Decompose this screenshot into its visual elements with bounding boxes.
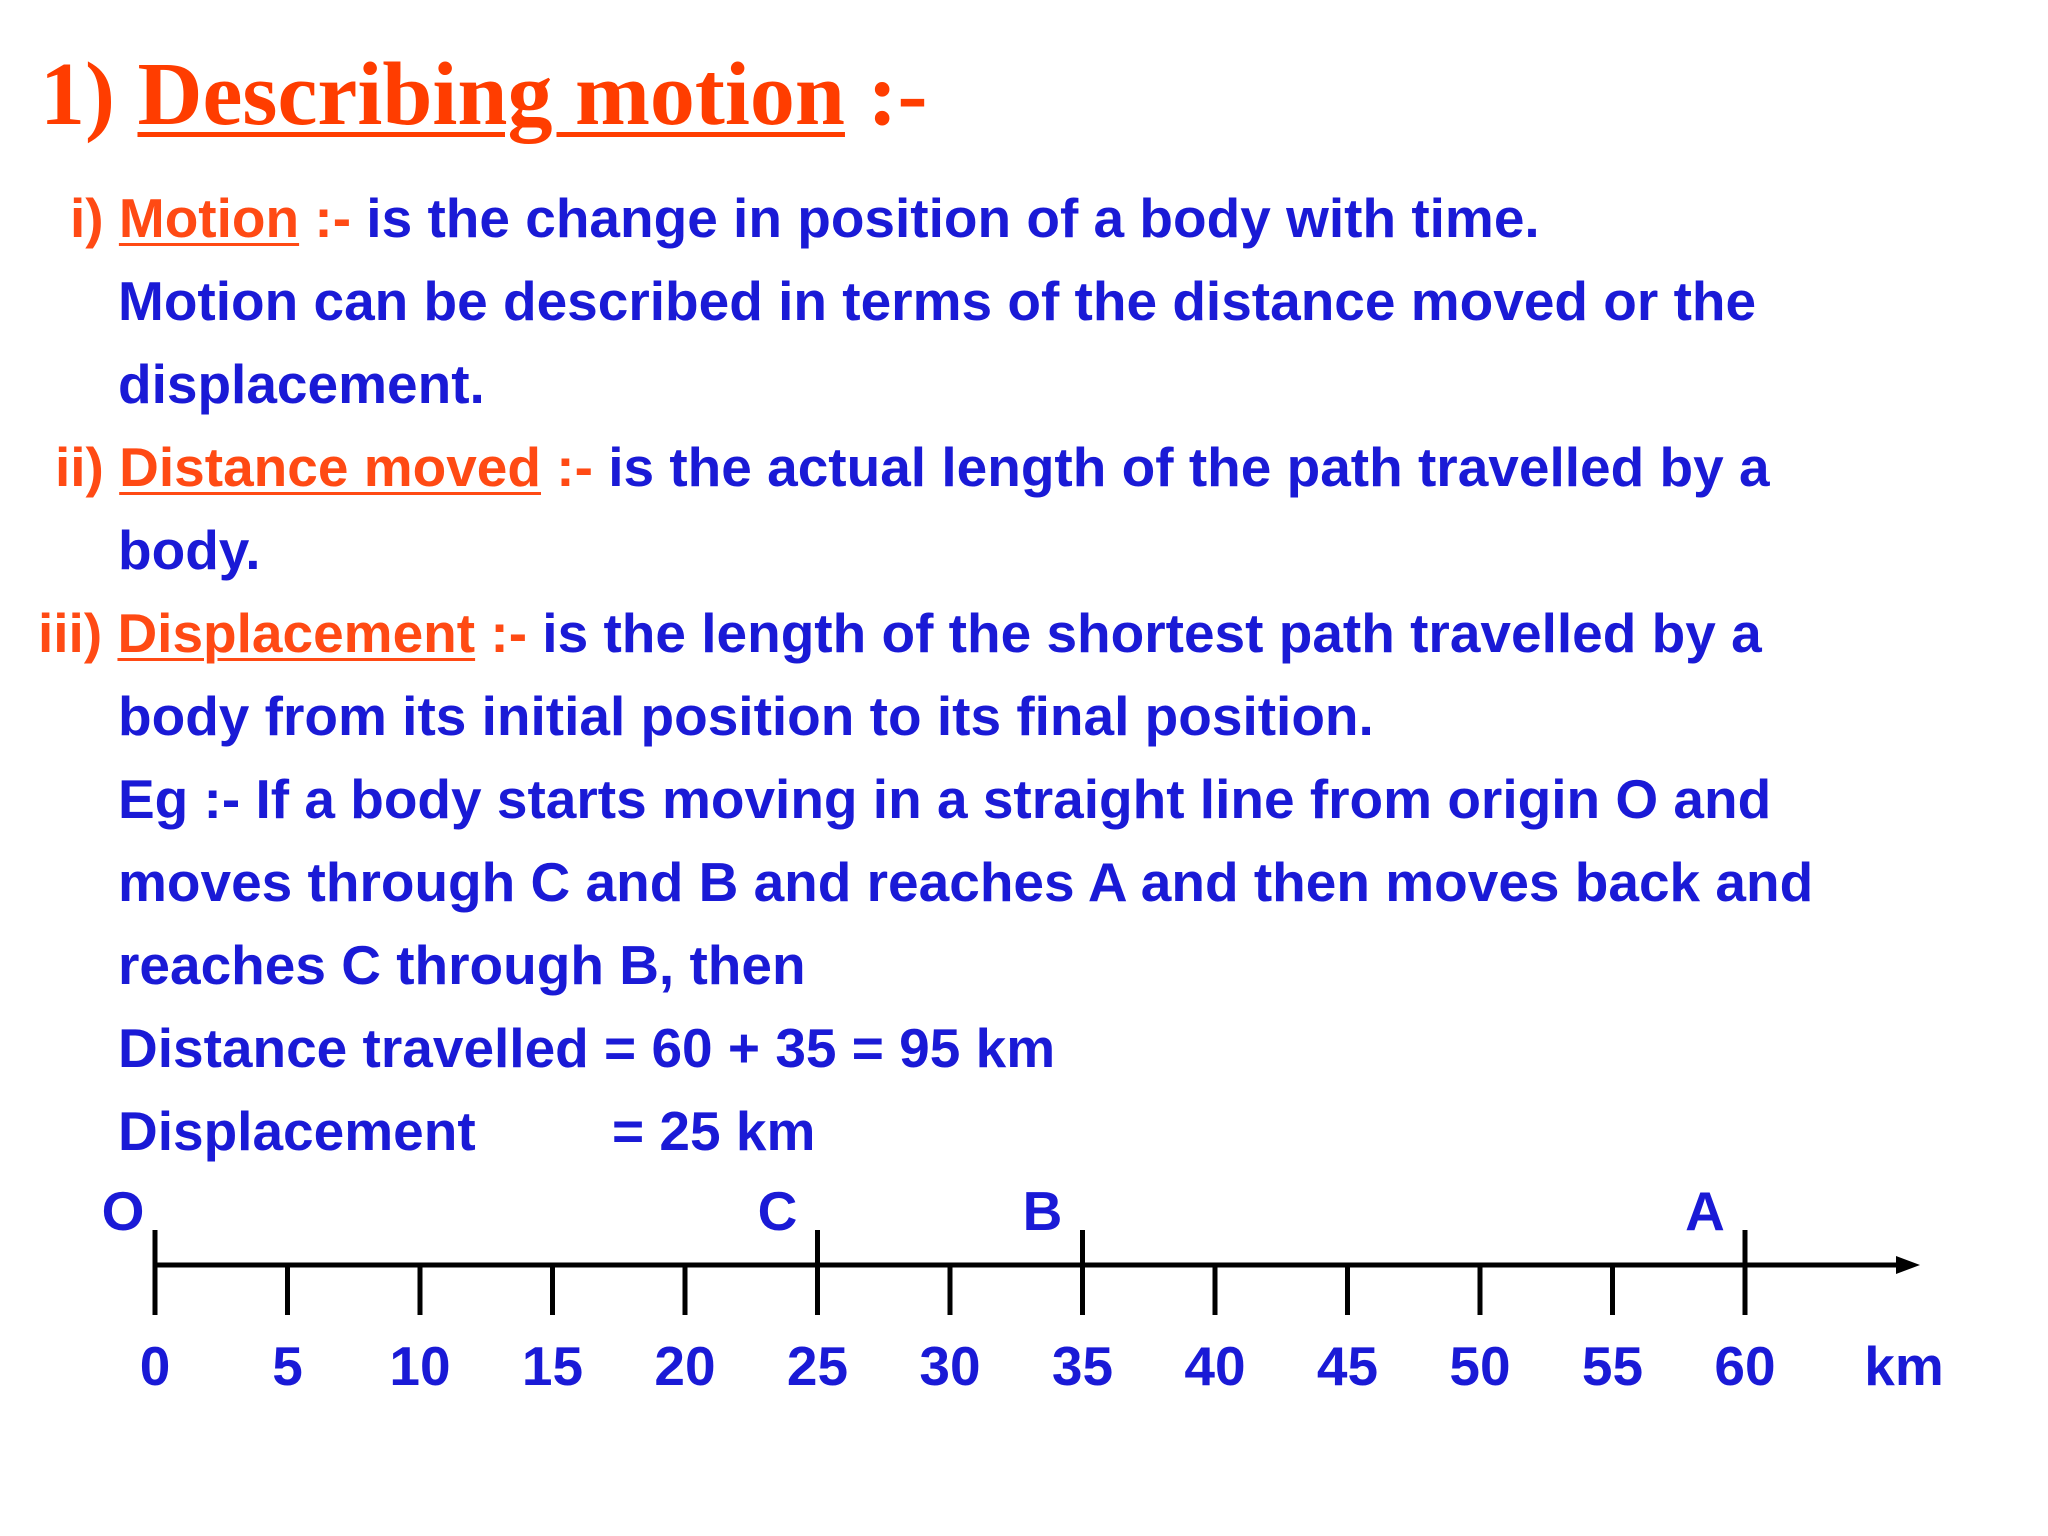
definition-marker: i) (70, 187, 104, 249)
displacement-value: = 25 km (612, 1100, 816, 1162)
example-line: Eg :- If a body starts moving in a straight line from origin O and (118, 768, 1772, 830)
example-line: reaches C through B, then (118, 934, 806, 996)
tick-label: 35 (1051, 1335, 1114, 1397)
definition-term: Distance moved (119, 436, 541, 498)
slide-title (40, 40, 927, 150)
unit-label: km (1864, 1335, 1944, 1397)
tick-label: 15 (521, 1335, 584, 1397)
definition-separator: :- (490, 602, 528, 664)
title-number: 1) (40, 45, 115, 144)
definition-term: Displacement (117, 602, 476, 664)
definition-displacement (38, 598, 1762, 668)
tick-label: 50 (1449, 1335, 1511, 1397)
definition-marker: iii) (38, 602, 103, 664)
tick-label: 45 (1316, 1335, 1379, 1397)
text-line: displacement. (118, 353, 485, 415)
definition-separator: :- (556, 436, 593, 498)
distance-equation: Distance travelled = 60 + 35 = 95 km (118, 1017, 1056, 1079)
displacement-label: Displacement (118, 1100, 476, 1162)
definition-text: is the actual length of the path travelled by a (608, 436, 1770, 498)
number-line-diagram (0, 1170, 2048, 1430)
tick-label: 20 (654, 1335, 716, 1397)
arrow-head-icon (1896, 1256, 1920, 1274)
tick-label: 40 (1184, 1335, 1246, 1397)
point-label: A (1685, 1180, 1725, 1242)
example-line: moves through C and B and reaches A and then moves back and (118, 851, 1814, 913)
definition-text: is the length of the shortest path travelled by a (542, 602, 1762, 664)
title-suffix: :- (867, 45, 928, 144)
text-line: body. (118, 519, 261, 581)
definition-term: Motion (118, 187, 300, 249)
tick-label: 55 (1581, 1335, 1644, 1397)
tick-label: 25 (786, 1335, 849, 1397)
point-label: B (1022, 1180, 1063, 1242)
tick-label: 60 (1714, 1335, 1776, 1397)
tick-label: 30 (919, 1335, 981, 1397)
title-heading: Describing motion (137, 45, 845, 144)
tick-label: 0 (139, 1335, 171, 1397)
tick-label: 10 (389, 1335, 451, 1397)
definition-distance-moved (55, 432, 1770, 502)
text-line: body from its initial position to its final position. (118, 685, 1374, 747)
definition-text: is the change in position of a body with time. (366, 187, 1540, 249)
definition-motion (70, 183, 1540, 253)
point-label: C (757, 1180, 798, 1242)
point-label: O (101, 1180, 145, 1242)
definition-separator: :- (314, 187, 352, 249)
tick-label: 5 (272, 1335, 303, 1397)
text-line: Motion can be described in terms of the distance moved or the (118, 270, 1757, 332)
definition-marker: ii) (55, 436, 104, 498)
